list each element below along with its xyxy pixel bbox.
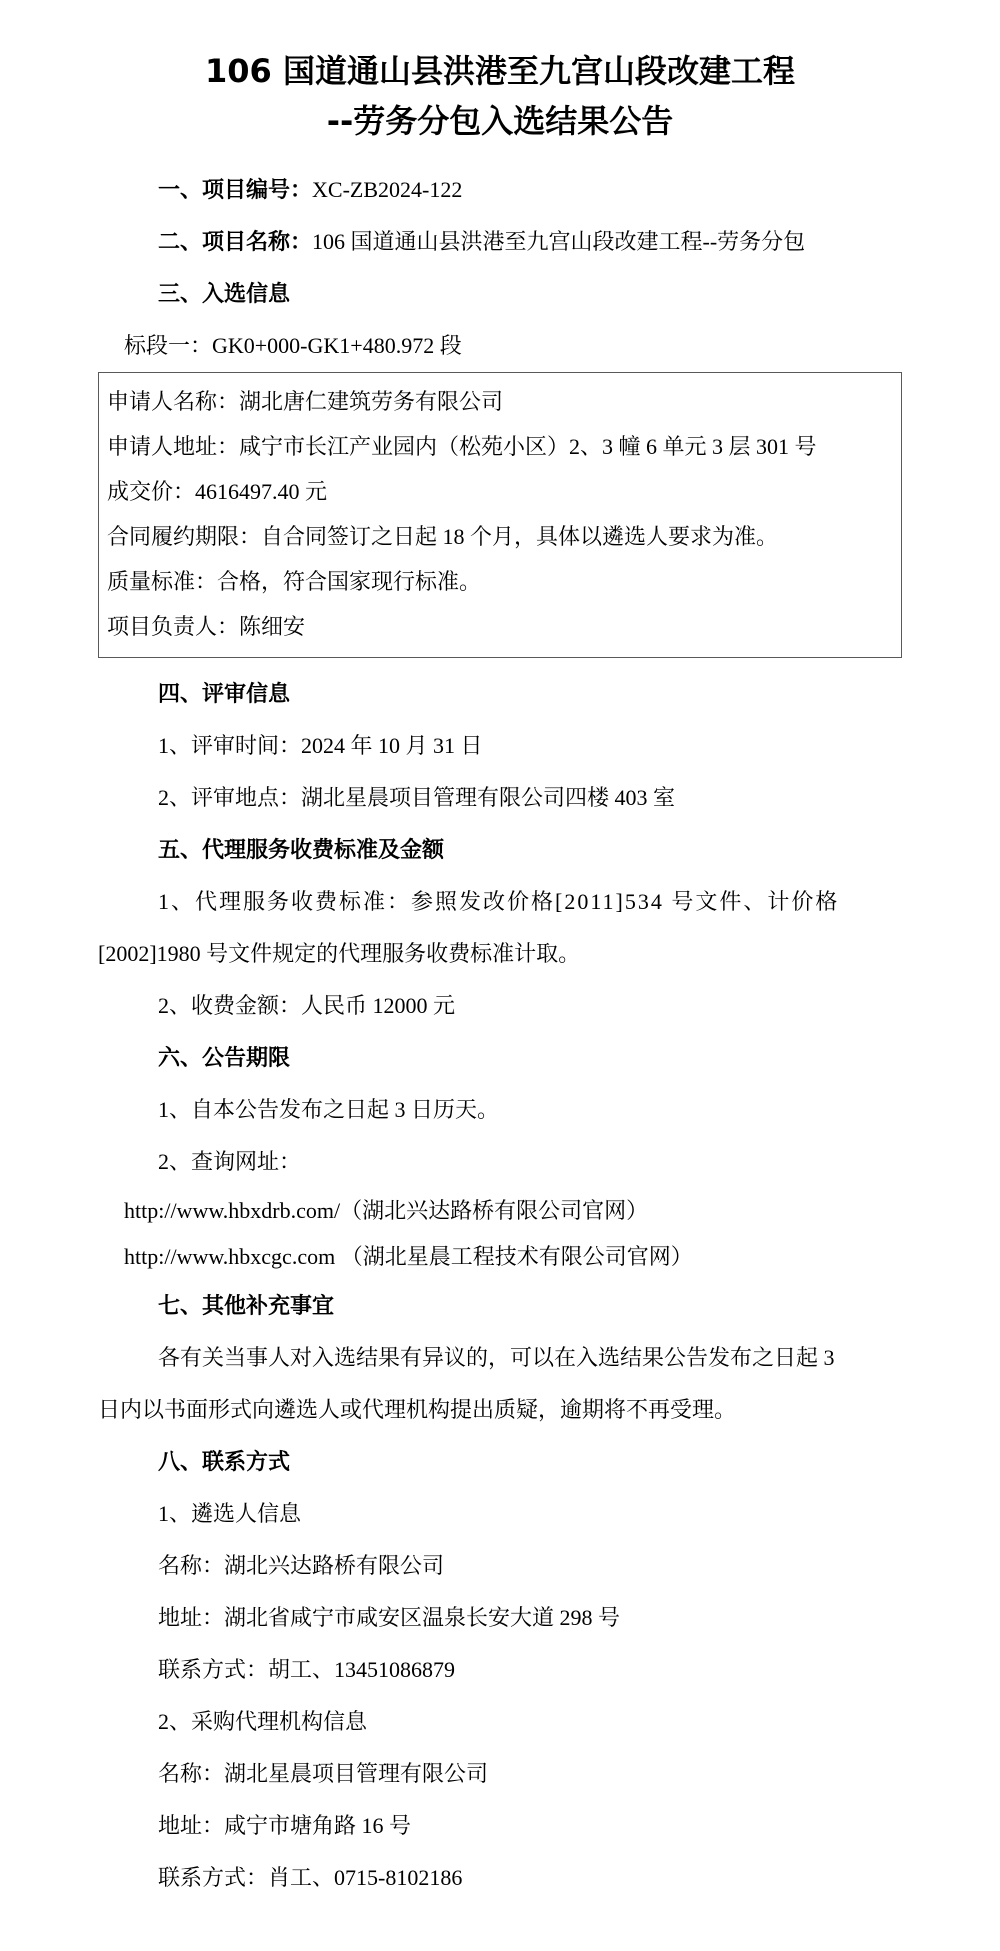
document-body — [0, 164, 1000, 1904]
objection-line1: 各有关当事人对入选结果有异议的，可以在入选结果公告发布之日起 3 — [158, 1345, 835, 1370]
fee-amount-line: 2、收费金额：人民币 12000 元 — [158, 993, 456, 1018]
section-heading-contact-info: 八、联系方式 — [158, 1449, 291, 1474]
project-number-label: 一、项目编号： — [158, 177, 313, 202]
agency-phone-line: 联系方式：肖工、0715-8102186 — [158, 1865, 463, 1890]
selector-info-heading: 1、遴选人信息 — [158, 1501, 302, 1526]
section-heading-announcement-period: 六、公告期限 — [158, 1045, 291, 1070]
project-number-value: XC-ZB2024-122 — [312, 177, 463, 202]
project-name-line — [98, 216, 902, 268]
project-manager-row: 项目负责人：陈细安 — [107, 614, 306, 639]
contract-term-row: 合同履约期限：自合同签订之日起 18 个月，具体以遴选人要求为准。 — [107, 524, 779, 549]
period-days-line: 1、自本公告发布之日起 3 日历天。 — [158, 1097, 500, 1122]
applicant-name-row: 申请人名称：湖北唐仁建筑劳务有限公司 — [107, 389, 504, 414]
document-title-line2: --劳务分包入选结果公告 — [326, 102, 674, 140]
selector-address-line: 地址：湖北省咸宁市咸安区温泉长安大道 298 号 — [158, 1605, 621, 1630]
review-place-line: 2、评审地点：湖北星晨项目管理有限公司四楼 403 室 — [158, 785, 676, 810]
query-url-xingchen: http://www.hbxcgc.com （湖北星晨工程技术有限公司官网） — [124, 1244, 693, 1269]
project-name-label: 二、项目名称： — [158, 229, 313, 254]
selector-name-line: 名称：湖北兴达路桥有限公司 — [158, 1553, 445, 1578]
agency-fee-standard-line2: [2002]1980 号文件规定的代理服务收费标准计取。 — [98, 941, 581, 966]
query-website-label-line: 2、查询网址： — [158, 1149, 302, 1174]
winner-info-box — [98, 372, 902, 658]
objection-line2: 日内以书面形式向遴选人或代理机构提出质疑，逾期将不再受理。 — [98, 1397, 737, 1422]
section-heading-agency-fee: 五、代理服务收费标准及金额 — [158, 837, 445, 862]
deal-price-row: 成交价：4616497.40 元 — [107, 479, 328, 504]
project-number-line — [98, 164, 902, 216]
applicant-address-row: 申请人地址：咸宁市长江产业园内（松苑小区）2、3 幢 6 单元 3 层 301 号 — [107, 434, 817, 459]
agency-info-heading: 2、采购代理机构信息 — [158, 1709, 368, 1734]
section-heading-review-info: 四、评审信息 — [158, 681, 291, 706]
project-name-value: 106 国道通山县洪港至九宫山段改建工程--劳务分包 — [312, 229, 806, 254]
section-heading-other-matters: 七、其他补充事宜 — [158, 1293, 335, 1318]
review-time-line: 1、评审时间：2024 年 10 月 31 日 — [158, 733, 483, 758]
lot-line: 标段一：GK0+000-GK1+480.972 段 — [124, 333, 462, 358]
agency-fee-standard-line1: 1、代理服务收费标准：参照发改价格[2011]534 号文件、计价格 — [158, 889, 840, 914]
selector-phone-line: 联系方式：胡工、13451086879 — [158, 1657, 456, 1682]
section-heading-selection-info: 三、入选信息 — [158, 281, 291, 306]
quality-standard-row: 质量标准：合格，符合国家现行标准。 — [107, 569, 482, 594]
document-title-line1: 106 国道通山县洪港至九宫山段改建工程 — [205, 52, 795, 90]
agency-name-line: 名称：湖北星晨项目管理有限公司 — [158, 1761, 489, 1786]
query-url-xingda: http://www.hbxdrb.com/（湖北兴达路桥有限公司官网） — [124, 1198, 649, 1223]
agency-address-line: 地址：咸宁市塘角路 16 号 — [158, 1813, 412, 1838]
